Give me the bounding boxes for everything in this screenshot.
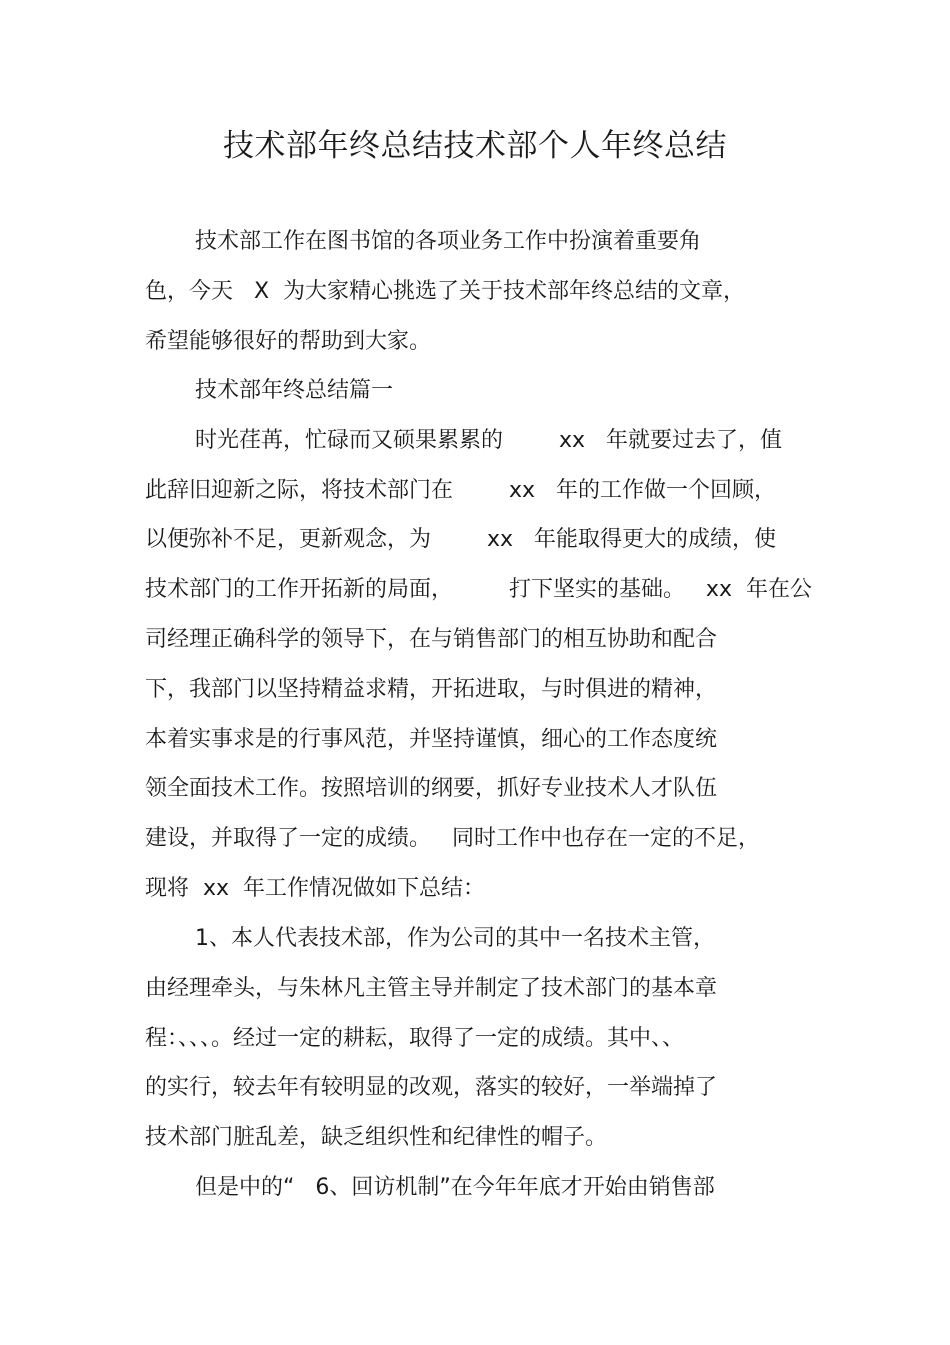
- paragraph-line: 建设，并取得了一定的成绩。 同时工作中也存在一定的不足，: [145, 826, 760, 851]
- page-title: 技术部年终总结技术部个人年终总结: [223, 128, 727, 164]
- paragraph-line: 下，我部门以坚持精益求精，开拓进取，与时俱进的精神，: [145, 677, 718, 702]
- paragraph-line: 程：、、、。经过一定的耕耘，取得了一定的成绩。其中、、: [145, 1026, 685, 1051]
- paragraph-line: 色，今天 X 为大家精心挑选了关于技术部年终总结的文章，: [145, 279, 746, 304]
- paragraph-line: 希望能够很好的帮助到大家。: [145, 329, 432, 354]
- paragraph-line: 技术部门脏乱差，缺乏组织性和纪律性的帽子。: [145, 1125, 608, 1150]
- paragraph-line: 以便弥补不足，更新观念，为 xx 年能取得更大的成绩，使: [145, 527, 776, 552]
- paragraph-line: 现将 xx 年工作情况做如下总结：: [145, 876, 486, 901]
- paragraph-line: 的实行，较去年有较明显的改观，落实的较好，一举端掉了: [145, 1075, 718, 1100]
- paragraph-line: 领全面技术工作。按照培训的纲要，抓好专业技术人才队伍: [145, 776, 718, 801]
- paragraph-line: 司经理正确科学的领导下，在与销售部门的相互协助和配合: [145, 627, 718, 652]
- paragraph-line: 技术部门的工作开拓新的局面， 打下坚实的基础。 xx 年在公: [145, 577, 812, 602]
- paragraph-line: 时光荏苒，忙碌而又硕果累累的 xx 年就要过去了，值: [195, 428, 782, 453]
- paragraph-line: 此辞旧迎新之际，将技术部门在 xx 年的工作做一个回顾，: [145, 478, 776, 503]
- paragraph-line: 但是中的“ 6、回访机制”在今年年底才开始由销售部: [195, 1175, 715, 1200]
- section-heading: 技术部年终总结篇一: [195, 378, 394, 403]
- paragraph-line: 1、本人代表技术部，作为公司的其中一名技术主管，: [195, 926, 715, 951]
- paragraph-line: 技术部工作在图书馆的各项业务工作中扮演着重要角: [195, 229, 702, 254]
- paragraph-line: 由经理牵头，与朱林凡主管主导并制定了技术部门的基本章: [145, 976, 718, 1001]
- paragraph-line: 本着实事求是的行事风范，并坚持谨慎，细心的工作态度统: [145, 727, 718, 752]
